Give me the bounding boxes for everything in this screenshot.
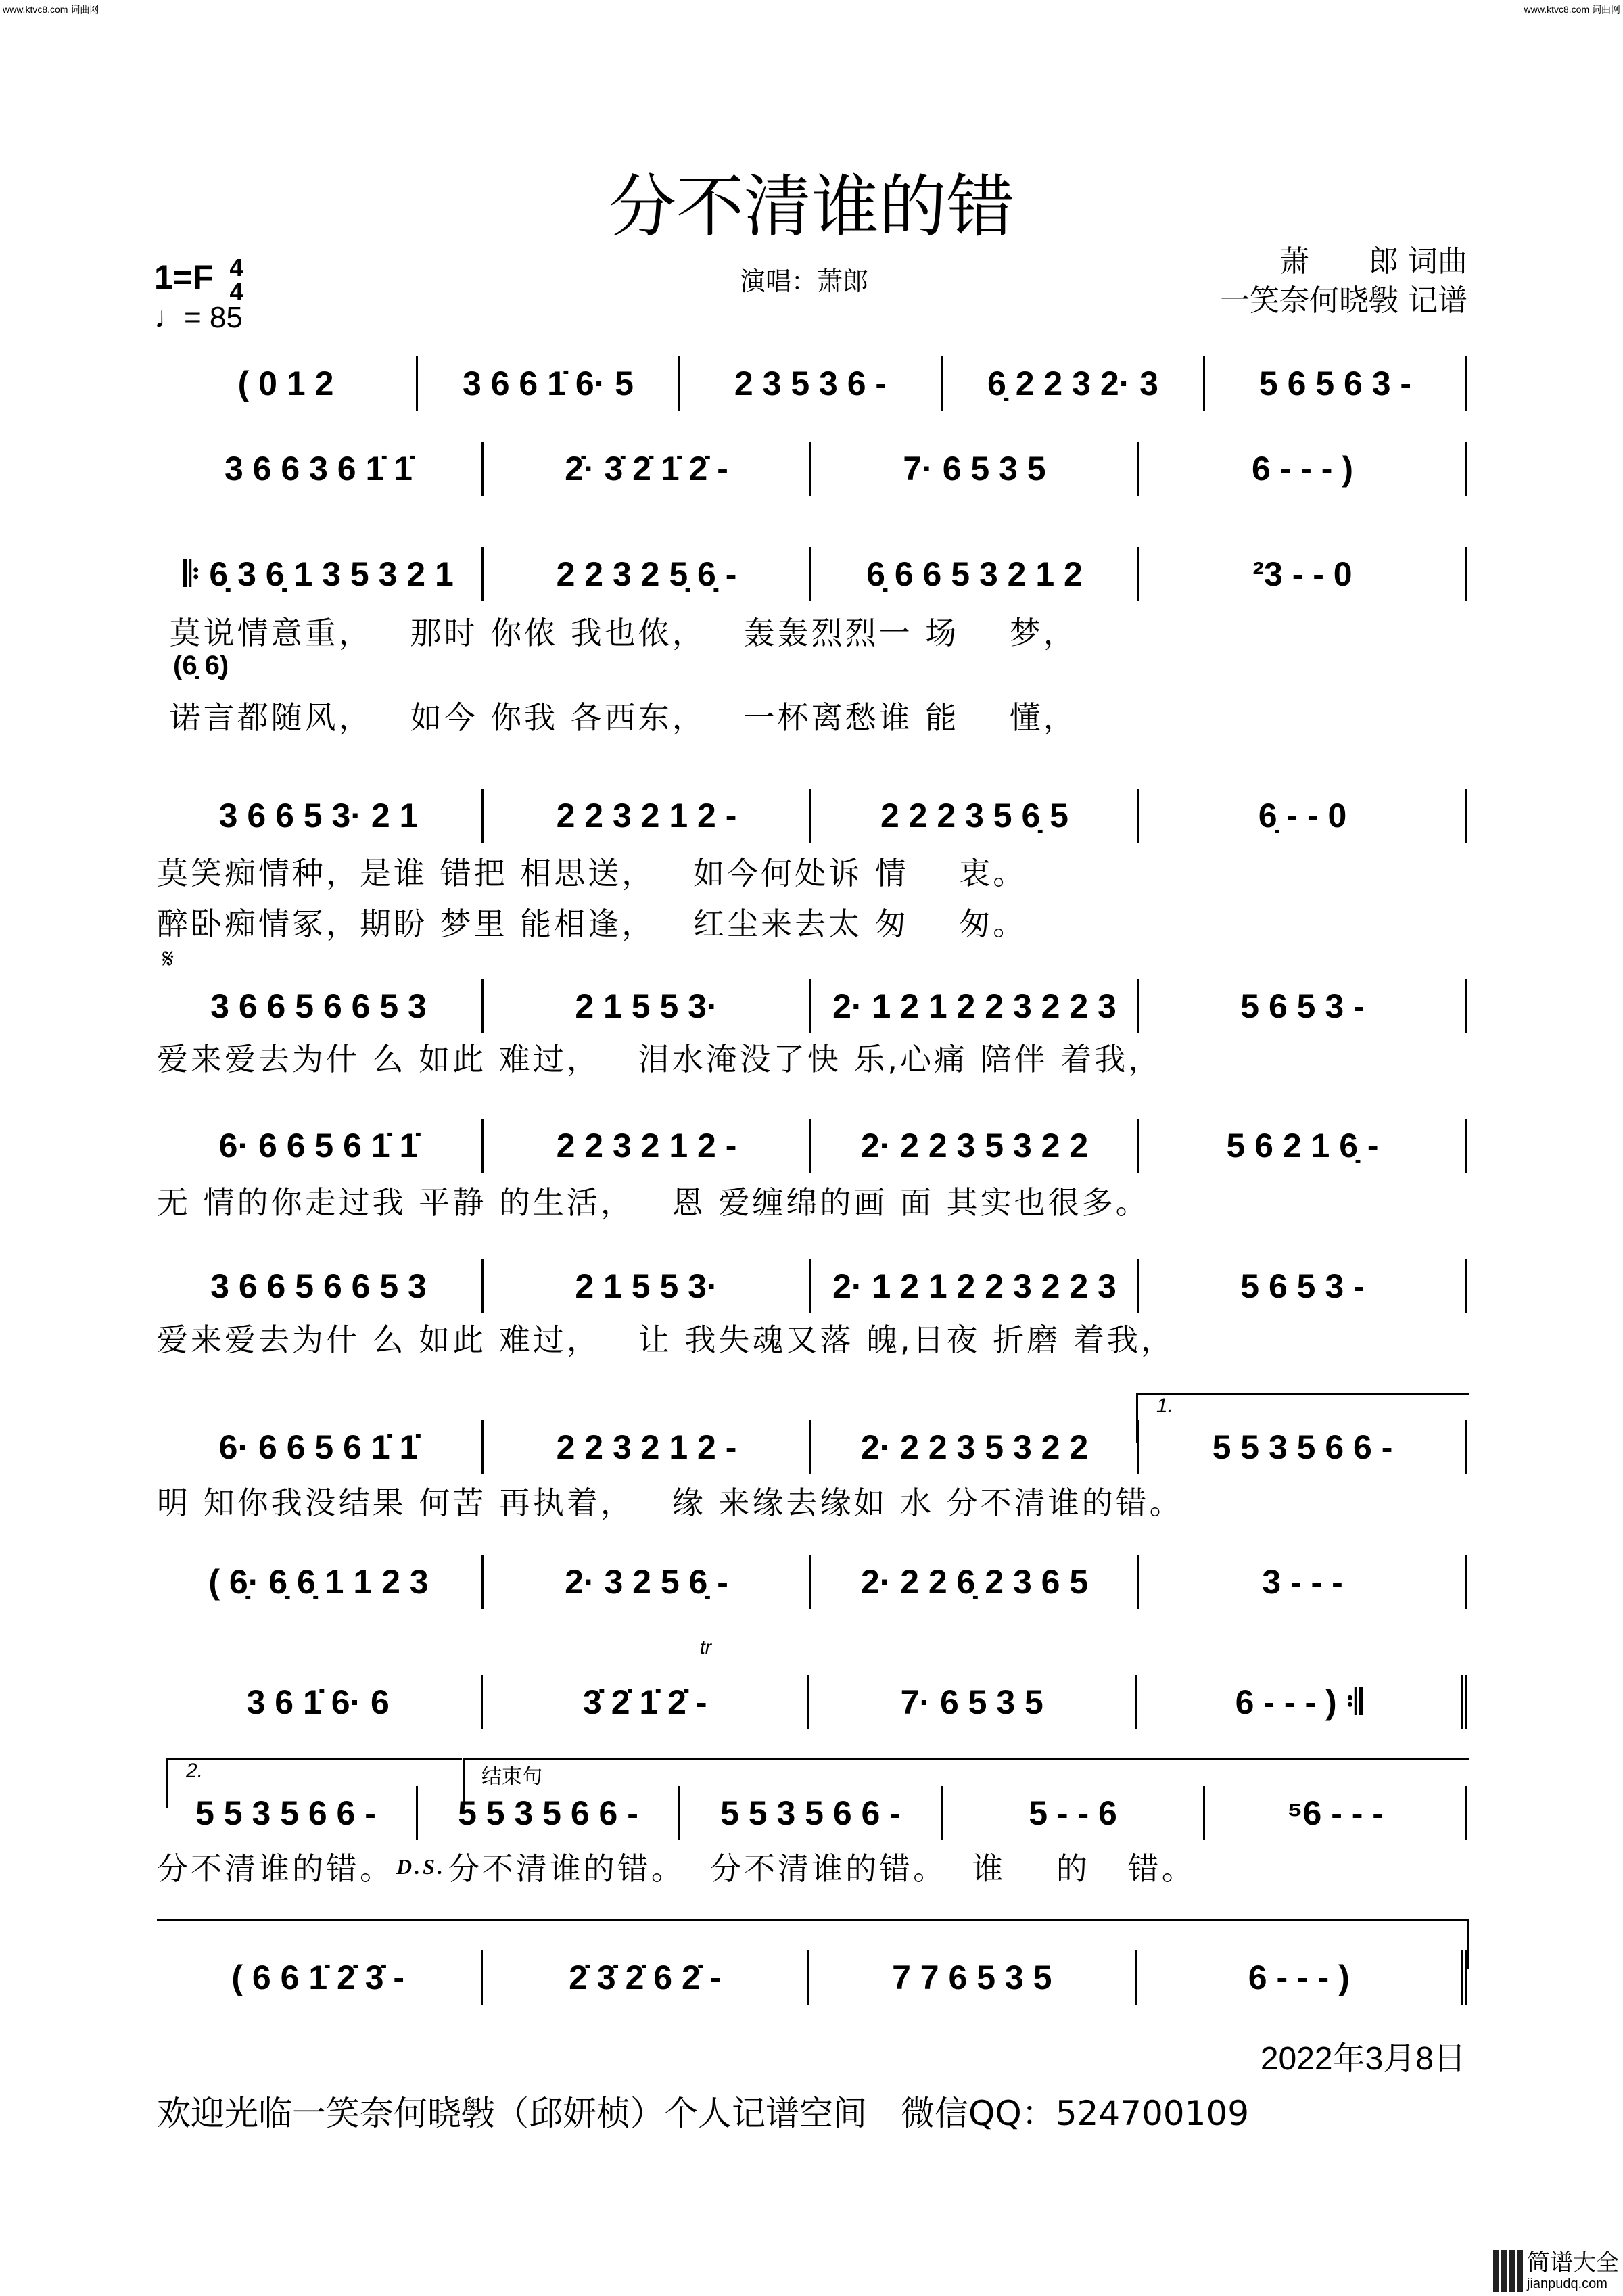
measure: 3 6 6 1̇ 6· 5 <box>418 356 680 411</box>
measure: 3 6 6 5 6 6 5 3 <box>156 1259 484 1313</box>
composer-credit: 萧 郎 词曲 <box>1279 244 1467 279</box>
measure: 5 6 5 3 - <box>1139 979 1467 1033</box>
trill-mark: tr <box>700 1637 712 1658</box>
transcriber-credit: 一笑奈何晓斅 记谱 <box>1220 283 1467 318</box>
measure: 5 6 5 3 - <box>1139 1259 1467 1313</box>
measure: 2 1 5 5 3· <box>484 979 812 1033</box>
footer-text: 欢迎光临一笑奈何晓斅（邱妍桢）个人记谱空间 微信QQ：524700109 <box>157 2094 1250 2133</box>
lyrics-line: 莫笑痴情种，是谁 错把 相思送， 如今何处诉 情 衷。 <box>157 855 1027 891</box>
lyrics-part: 分不清谁的错。 <box>157 1850 394 1887</box>
measure: 2 1 5 5 3· <box>484 1259 812 1313</box>
ending-bracket <box>463 1758 1469 1808</box>
staff-line <box>156 979 1467 1033</box>
staff-line <box>156 442 1467 496</box>
measure: ( 6̣· 6̣ 6̣ 1 1 2 3 <box>156 1555 484 1609</box>
measure: 6̣ 6 6 5 3 2 1 2 <box>812 547 1139 601</box>
measure: 2· 2 2 6̣ 2 3 6 5 <box>812 1555 1139 1609</box>
measure: 6· 6 6 5 6 1̇ 1̇ <box>156 1119 484 1173</box>
measure: 2· 2 2 3 5 3 2 2 <box>812 1420 1139 1474</box>
measure: 2 2 2 3 5 6̣ 5 <box>812 789 1139 843</box>
lyrics-line: 爱来爱去为什 么 如此 难过， 让 我失魂又落 魄,日夜 折磨 着我， <box>157 1321 1175 1358</box>
measure: 5 5 3 5 6 6 - <box>418 1786 680 1840</box>
staff-line <box>156 1675 1467 1729</box>
volta-1-bracket <box>1136 1393 1469 1443</box>
measure: 5 - - 6 <box>943 1786 1205 1840</box>
measure: 6 - - - ) 𝄇 <box>1137 1675 1468 1729</box>
measure: 6 - - - ) <box>1139 442 1467 496</box>
time-signature <box>229 256 243 304</box>
watermark-right: www.ktvc8.com 词曲网 <box>1524 4 1620 15</box>
ending-bracket-2 <box>157 1919 1469 1969</box>
measure: 7 7 6 5 3 5 <box>809 1950 1137 2005</box>
tempo: ♩= 85 <box>154 301 243 334</box>
measure: 2· 1 2 1 2 2 3 2 2 3 <box>812 979 1139 1033</box>
measure: 2· 3 2 5 6̣ - <box>484 1555 812 1609</box>
measure: 3 6 6 5 3· 2 1 <box>156 789 484 843</box>
time-bottom: 4 <box>229 278 243 306</box>
measure: 7· 6 5 3 5 <box>812 442 1139 496</box>
singer: 演唱：萧郎 <box>740 266 869 296</box>
measure: 5 5 3 5 6 6 - <box>680 1786 943 1840</box>
measure: 5 5 3 5 6 6 - <box>156 1786 418 1840</box>
lyrics-part: 分不清谁的错。 分不清谁的错。 谁 的 错。 <box>448 1850 1196 1887</box>
staff-line <box>156 547 1467 601</box>
staff-line <box>156 1259 1467 1313</box>
measure: 3 6 6 5 6 6 5 3 <box>156 979 484 1033</box>
lyrics-line: 醉卧痴情冢，期盼 梦里 能相逢， 红尘来去太 匆 匆。 <box>157 906 1027 942</box>
lyrics-line: 爱来爱去为什 么 如此 难过， 泪水淹没了快 乐,心痛 陪伴 着我， <box>157 1041 1162 1077</box>
piano-icon <box>1493 2250 1523 2292</box>
lyrics-line: 无 情的你走过我 平静 的生活， 恩 爱缠绵的画 面 其实也很多。 <box>157 1184 1150 1221</box>
measure: 2 2 3 2 1 2 - <box>484 1119 812 1173</box>
logo-url: jianpudq.com <box>1527 2276 1607 2291</box>
measure: 6· 6 6 5 6 1̇ 1̇ <box>156 1420 484 1474</box>
staff-line <box>156 1119 1467 1173</box>
ending-label: 结束句 <box>481 1765 542 1789</box>
measure: 3 6 1̇ 6· 6 <box>156 1675 483 1729</box>
measure: 2 3 5 3 6 - <box>680 356 943 411</box>
measure: 6 - - - ) <box>1137 1950 1468 2005</box>
measure: ( 0 1 2 <box>156 356 418 411</box>
lyrics-line: 莫说情意重， 那时 你侬 我也侬， 轰轰烈烈一 场 梦， <box>157 615 1077 651</box>
key-label: 1=F <box>154 258 214 297</box>
song-title: 分不清谁的错 <box>609 167 1014 246</box>
watermark-left: www.ktvc8.com 词曲网 <box>3 4 99 15</box>
measure: 6̣ - - 0 <box>1139 789 1467 843</box>
staff-line <box>156 356 1467 411</box>
volta-2-label: 2. <box>186 1760 204 1782</box>
measure: ²3 - - 0 <box>1139 547 1467 601</box>
key-signature <box>154 256 243 304</box>
alt-notes: (6̣ 6̣) <box>173 651 229 680</box>
measure: 7· 6 5 3 5 <box>809 1675 1137 1729</box>
measure: 3 6 6 3 6 1̇ 1̇ <box>156 442 484 496</box>
measure: 2̇· 3̇ 2̇ 1̇ 2̇ - <box>484 442 812 496</box>
measure: 6̣ 2 2 3 2· 3 <box>943 356 1205 411</box>
measure: ( 6 6 1̇ 2̇ 3̇ - <box>156 1950 483 2005</box>
logo <box>1493 2250 1619 2292</box>
measure: 3 - - - <box>1139 1555 1467 1609</box>
measure: 5 6 5 6 3 - <box>1205 356 1467 411</box>
lyrics-line: 诺言都随风， 如今 你我 各西东， 一杯离愁谁 能 懂， <box>157 699 1077 736</box>
measure: 2· 2 2 3 5 3 2 2 <box>812 1119 1139 1173</box>
volta-1-label: 1. <box>1156 1395 1174 1417</box>
time-top: 4 <box>229 254 243 281</box>
measure: ⁵6 - - - <box>1205 1786 1467 1840</box>
volta-2-bracket <box>166 1758 462 1808</box>
measure: 𝄆 6̣ 3 6̣ 1 3 5 3 2 1 <box>156 547 484 601</box>
ds-mark: D.S. <box>396 1854 446 1879</box>
segno-mark: 𝄋 <box>162 943 174 975</box>
staff-line <box>156 1555 1467 1609</box>
measure: 5 5 3 5 6 6 - <box>1139 1420 1467 1474</box>
measure: 2 2 3 2 1 2 - <box>484 789 812 843</box>
measure: 2 2 3 2 1 2 - <box>484 1420 812 1474</box>
measure: 3̇ 2̇ 1̇ 2̇ - <box>483 1675 810 1729</box>
measure: 5 6 2 1 6̣ - <box>1139 1119 1467 1173</box>
date: 2022年3月8日 <box>1260 2041 1466 2077</box>
lyrics-line: 明 知你我没结果 何苦 再执着， 缘 来缘去缘如 水 分不清谁的错。 <box>157 1484 1183 1521</box>
measure: 2 2 3 2 5̣ 6̣ - <box>484 547 812 601</box>
lyrics-line <box>157 1844 1469 1889</box>
measure: 2· 1 2 1 2 2 3 2 2 3 <box>812 1259 1139 1313</box>
logo-name: 简谱大全 <box>1527 2249 1619 2277</box>
staff-line <box>156 789 1467 843</box>
measure: 2̇ 3̇ 2̇ 6 2̇ - <box>483 1950 810 2005</box>
